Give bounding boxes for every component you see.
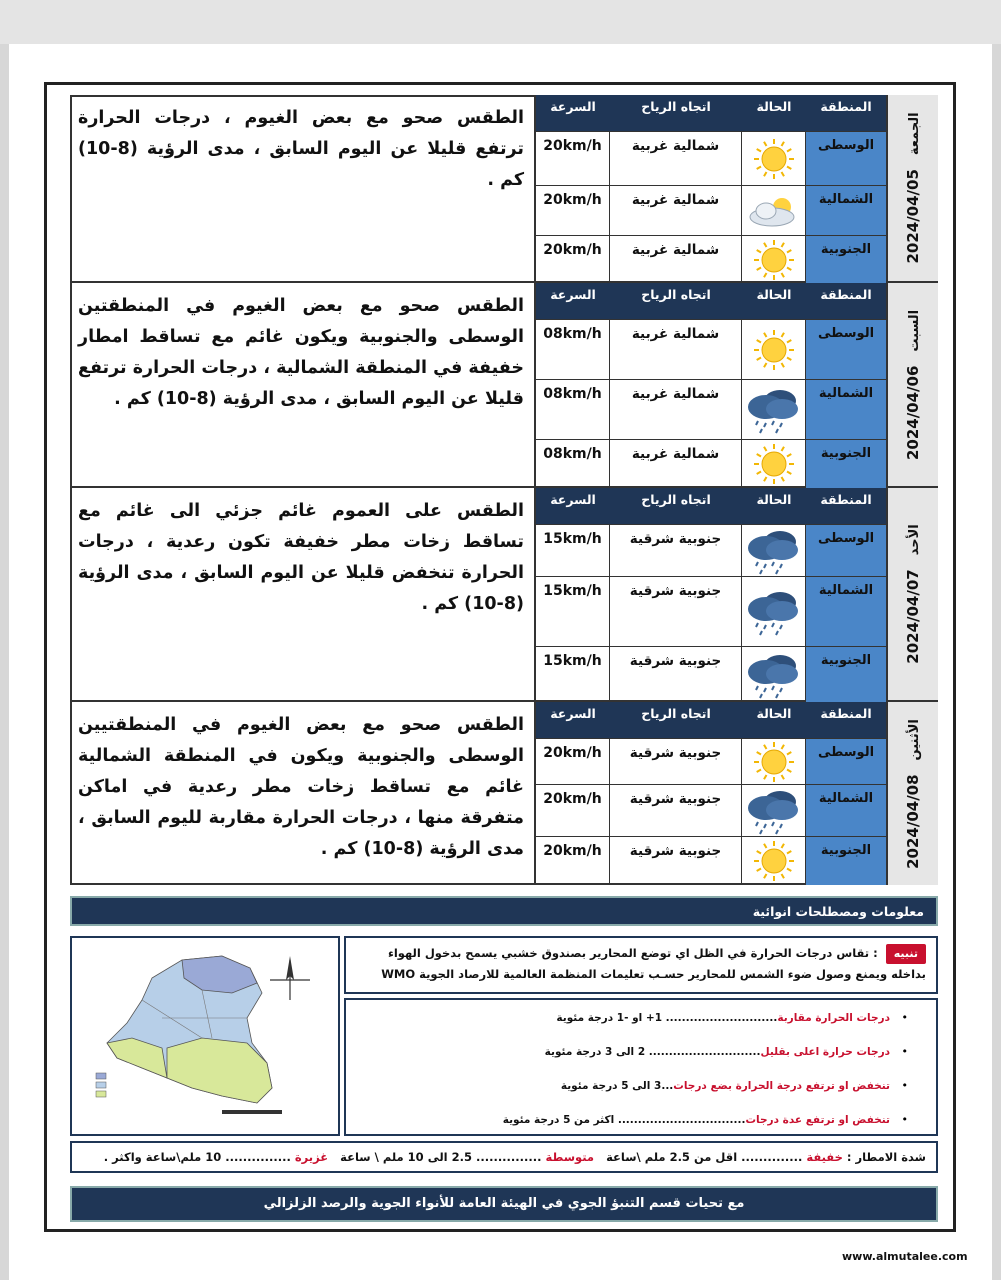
forecast-day <box>70 95 938 283</box>
wind-speed: 20km/h <box>536 739 610 784</box>
rain-cloud-icon <box>742 785 806 836</box>
sun-icon <box>742 320 806 379</box>
weekday-label: الجمعة <box>907 112 922 156</box>
term-item: تنخفض او ترتفع درجة الحرارة بضع درجات...3 الى 5 درجة مئوية <box>560 1080 890 1092</box>
header-direction: اتجاه الرياح <box>641 287 711 302</box>
iraq-map-graphic <box>72 938 338 1134</box>
wind-speed: 20km/h <box>536 837 610 885</box>
bullet: • <box>901 1113 908 1126</box>
table-row <box>536 439 886 488</box>
bullet: • <box>901 1011 908 1024</box>
region-name: الوسطى <box>806 132 886 185</box>
terms-box <box>344 998 938 1136</box>
right-margin <box>992 44 1001 1280</box>
region-name: الجنوبية <box>806 647 886 702</box>
header-speed: السرعة <box>550 492 596 507</box>
table-header <box>536 702 886 738</box>
sun-icon <box>742 236 806 283</box>
table-row <box>536 738 886 784</box>
forecast-day <box>70 488 938 702</box>
table-header <box>536 283 886 319</box>
top-bar <box>0 0 1001 44</box>
header-speed: السرعة <box>550 287 596 302</box>
rain-cloud-icon <box>742 647 806 702</box>
region-name: الجنوبية <box>806 440 886 488</box>
day-grid <box>536 283 886 486</box>
date-value: 2024/04/06 <box>904 365 922 460</box>
wind-direction: شمالية غربية <box>610 132 742 185</box>
wind-direction: شمالية غربية <box>610 440 742 488</box>
sun-icon <box>742 440 806 488</box>
table-row <box>536 131 886 185</box>
region-name: الوسطى <box>806 739 886 784</box>
bullet: • <box>901 1045 908 1058</box>
day-description: الطقس صحو مع بعض الغيوم ، درجات الحرارة ترتفع قليلا عن اليوم السابق ، مدى الرؤية (8-10) كم . <box>70 95 536 281</box>
date-value: 2024/04/08 <box>904 773 922 869</box>
day-grid <box>536 702 886 885</box>
header-condition: الحالة <box>756 492 792 507</box>
note-text: : تقاس درجات الحرارة في الظل اي توضع المحارير بصندوق خشبي يسمح بدخول الهواء بداخله ويمنع وصول ضوء الشمس للمحارير حسـب تعليمات المنظمة العالمية للارصاد الجوية WMO <box>381 946 926 981</box>
weekday-label: الأحد <box>907 524 922 556</box>
rain-cloud-icon <box>742 525 806 576</box>
region-name: الوسطى <box>806 525 886 576</box>
note-box <box>344 936 938 994</box>
weekday-label: الأثنين <box>907 718 922 760</box>
day-date-cell <box>886 488 938 700</box>
header-direction: اتجاه الرياح <box>641 492 711 507</box>
table-row <box>536 379 886 439</box>
wind-speed: 08km/h <box>536 440 610 488</box>
wind-speed: 20km/h <box>536 236 610 283</box>
header-region: المنطقة <box>820 706 872 721</box>
region-name: الشمالية <box>806 186 886 235</box>
wind-speed: 08km/h <box>536 380 610 439</box>
header-region: المنطقة <box>820 492 872 507</box>
sun-icon <box>742 837 806 885</box>
sun-icon <box>742 739 806 784</box>
wind-direction: شمالية غربية <box>610 380 742 439</box>
header-direction: اتجاه الرياح <box>641 706 711 721</box>
wind-speed: 15km/h <box>536 577 610 646</box>
header-region: المنطقة <box>820 99 872 114</box>
rain-cloud-icon <box>742 577 806 646</box>
header-speed: السرعة <box>550 99 596 114</box>
sun-icon <box>742 132 806 185</box>
header-direction: اتجاه الرياح <box>641 99 711 114</box>
forecast-day <box>70 702 938 885</box>
table-row <box>536 185 886 235</box>
header-region: المنطقة <box>820 287 872 302</box>
table-row <box>536 524 886 576</box>
day-date-cell <box>886 702 938 885</box>
wind-speed: 20km/h <box>536 186 610 235</box>
wind-speed: 20km/h <box>536 785 610 836</box>
region-name: الشمالية <box>806 380 886 439</box>
day-description: الطقس صحو مع بعض الغيوم في المنطقتيين الوسطى والجنوبية ويكون في المنطقة الشمالية غائم مع تساقط زخات مطر رعدية في اماكن متفرقة منها ، درجات الحرارة مقاربة لليوم السابق ، مدى الرؤية (8-10) كم . <box>70 702 536 885</box>
term-item: درجات الحرارة مقاربة............................ 1+ او -1 درجة مئوية <box>556 1012 890 1024</box>
table-header <box>536 95 886 131</box>
compass-rose-icon <box>270 956 310 1000</box>
wind-direction: شمالية غربية <box>610 186 742 235</box>
iraq-map <box>70 936 340 1136</box>
table-header <box>536 488 886 524</box>
table-row <box>536 319 886 379</box>
header-condition: الحالة <box>756 706 792 721</box>
footer-text: مع تحيات قسم التنبؤ الجوي في الهيئة العامة للأنواء الجوية والرصد الزلزالي <box>263 1196 745 1211</box>
table-row <box>536 646 886 702</box>
region-name: الجنوبية <box>806 236 886 283</box>
forecast-day <box>70 283 938 488</box>
region-name: الجنوبية <box>806 837 886 885</box>
day-date-cell <box>886 283 938 486</box>
term-item: تنخفض او ترتفع عدة درجات................................ اكثر من 5 درجة مئوية <box>502 1114 890 1126</box>
wind-direction: جنوبية شرقية <box>610 785 742 836</box>
wind-direction: جنوبية شرقية <box>610 577 742 646</box>
rain-cloud-icon <box>742 380 806 439</box>
wind-speed: 08km/h <box>536 320 610 379</box>
wind-direction: جنوبية شرقية <box>610 739 742 784</box>
day-description: الطقس صحو مع بعض الغيوم في المنطقتين الوسطى والجنوبية ويكون غائم مع تساقط امطار خفيفة في المنطقة الشمالية ، درجات الحرارة ترتفع قليلا عن اليوم السابق ، مدى الرؤية (8-10) كم . <box>70 283 536 486</box>
wind-speed: 15km/h <box>536 525 610 576</box>
website-url: www.almutalee.com <box>842 1250 968 1263</box>
header-condition: الحالة <box>756 99 792 114</box>
wind-direction: جنوبية شرقية <box>610 525 742 576</box>
note-badge: تنبيه <box>886 944 926 964</box>
wind-direction: جنوبية شرقية <box>610 837 742 885</box>
weekday-label: السبت <box>907 309 922 352</box>
region-name: الوسطى <box>806 320 886 379</box>
term-item: درجات حرارة اعلى بقليل............................ 2 الى 3 درجة مئوية <box>544 1046 890 1058</box>
date-value: 2024/04/05 <box>904 169 922 264</box>
day-grid <box>536 488 886 700</box>
header-condition: الحالة <box>756 287 792 302</box>
info-title: معلومات ومصطلحات انوائية <box>752 904 924 919</box>
wind-direction: جنوبية شرقية <box>610 647 742 702</box>
day-description: الطقس على العموم غائم جزئي الى غائم مع تساقط زخات مطر خفيفة تكون رعدية ، درجات الحرارة تنخفض قليلا عن اليوم السابق ، مدى الرؤية (8-10) كم . <box>70 488 536 700</box>
partly-cloudy-icon <box>742 186 806 235</box>
rain-intensity-bar: شدة الامطار : خفيفة .............. اقل من 2.5 ملم \ساعة متوسطة ............... 2.5 الى 10 ملم \ ساعة غزيرة ............... 10 ملم\ساعة واكثر . <box>70 1141 938 1173</box>
wind-speed: 15km/h <box>536 647 610 702</box>
day-grid <box>536 95 886 281</box>
region-name: الشمالية <box>806 785 886 836</box>
table-row <box>536 784 886 836</box>
date-value: 2024/04/07 <box>904 569 922 664</box>
info-title-bar <box>70 896 938 926</box>
region-name: الشمالية <box>806 577 886 646</box>
wind-direction: شمالية غربية <box>610 236 742 283</box>
wind-direction: شمالية غربية <box>610 320 742 379</box>
wind-speed: 20km/h <box>536 132 610 185</box>
bullet: • <box>901 1079 908 1092</box>
table-row <box>536 836 886 885</box>
table-row <box>536 576 886 646</box>
day-date-cell <box>886 95 938 281</box>
header-speed: السرعة <box>550 706 596 721</box>
footer-bar <box>70 1186 938 1222</box>
table-row <box>536 235 886 283</box>
left-margin <box>0 44 9 1280</box>
